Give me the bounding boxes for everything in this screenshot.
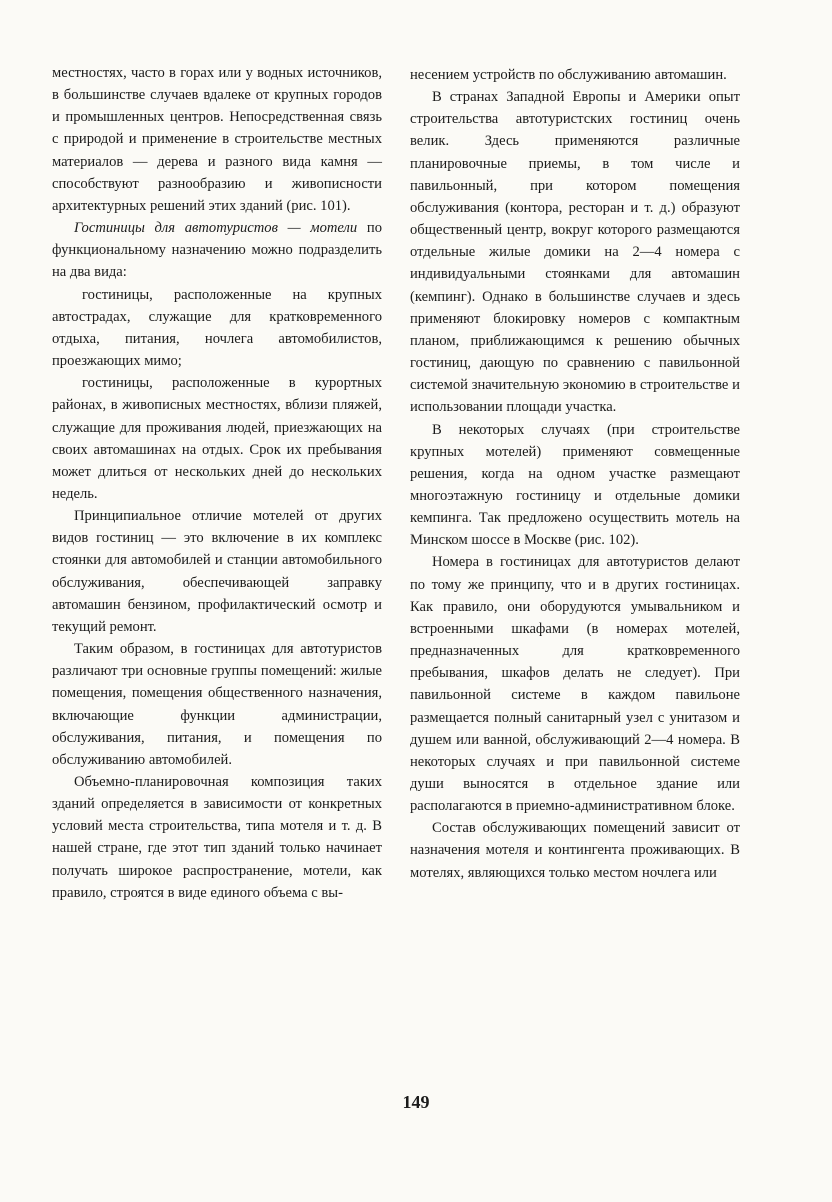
left-paragraph-6: Таким образом, в гостиницах для автотуристов различают три основные группы помещений: жилые помещения, помещения общественного назначения, включающие функции администрации, обслуживания, питания, и помещения по обслуживанию автомобилей. — [52, 641, 382, 768]
right-paragraph-5: Состав обслуживающих помещений зависит от назначения мотеля и контингента проживающих. В мотелях, являющихся только местом ночлега или — [410, 820, 740, 881]
left-paragraph-1: местностях, часто в горах или у водных источников, в большинстве случаев вдалеке от крупных городов и промышленных центров. Непосредственная связь с природой и применение в строительстве местных материалов — дерева и разного вида камня — способствуют разнообразию и живописности архитектурных решений этих зданий (рис. 101). — [52, 65, 382, 214]
right-paragraph-1: несением устройств по обслуживанию автомашин. — [410, 67, 727, 83]
left-paragraph-5: Принципиальное отличие мотелей от других видов гостиниц — это включение в их комплекс стоянки для автомобилей и станции автомобильного обслуживания, обеспечивающей заправку автомашин бензином, профилактический осмотр и текущий ремонт. — [52, 508, 382, 635]
left-paragraph-2-rest: по функциональному назначению можно подразделить на два вида: — [52, 220, 382, 281]
right-paragraph-3: В некоторых случаях (при строительстве крупных мотелей) применяют совмещенные решения, когда на одном участке размещают многоэтажную гостиницу и отдельные домики кемпинга. Так предложено осуществить мотель на Минском шоссе в Москве (рис. 102). — [410, 421, 740, 549]
left-paragraph-3: гостиницы, расположенные на крупных автострадах, служащие для кратковременного отдыха, питания, ночлега автомобилистов, проезжающих мимо; — [52, 286, 382, 370]
right-column — [410, 64, 740, 884]
left-paragraph-2 — [52, 217, 382, 283]
left-paragraph-7: Объемно-планировочная композиция таких зданий определяется в зависимости от конкретных условий места строительства, типа мотеля и т. д. В нашей стране, где этот тип зданий только начинает получать широкое распространение, мотели, как правило, строятся в виде единого объема с вы- — [52, 774, 382, 901]
left-paragraph-4: гостиницы, расположенные в курортных районах, в живописных местностях, вблизи пляжей, служащие для проживания людей, приезжающих на своих автомашинах на отдых. Срок их пребывания может длиться от нескольких дней до нескольких недель. — [52, 375, 382, 502]
page-number: 149 — [402, 1092, 430, 1112]
right-paragraph-4: Номера в гостиницах для автотуристов делают по тому же принципу, что и в других гостиницах. Как правило, они оборудуются умывальником и встроенными шкафами (в номерах мотелей, предназначенных для кратковременного пребывания, шкафов делать не следует). При павильонной системе в каждом павильоне размещается полный санитарный узел с унитазом и душем или ванной, обслуживающий 2—4 номера. В некоторых случаях и при павильонной системе души выносятся в отдельное здание или располагаются в приемно-административном блоке. — [410, 554, 740, 815]
right-paragraph-2: В странах Западной Европы и Америки опыт строительства автотуристских гостиниц очень велик. Здесь применяются различные планировочные приемы, в том числе и павильонный, при котором помещения обслуживания (контора, ресторан и т. д.) образуют общественный центр, вокруг которого размещаются отдельные жилые домики на 2—4 номера с индивидуальными стоянками для автомашин (кемпинг). Однако в большинстве случаев и здесь применяют блокировку номеров с компактным планом, приближающимся к решению обычных гостиниц, дающую по сравнению с павильонной системой значительную экономию в строительстве и использовании площади участка. — [410, 89, 740, 416]
motel-term: Гостиницы для автотуристов — мотели — [74, 220, 358, 237]
left-column — [52, 62, 382, 904]
